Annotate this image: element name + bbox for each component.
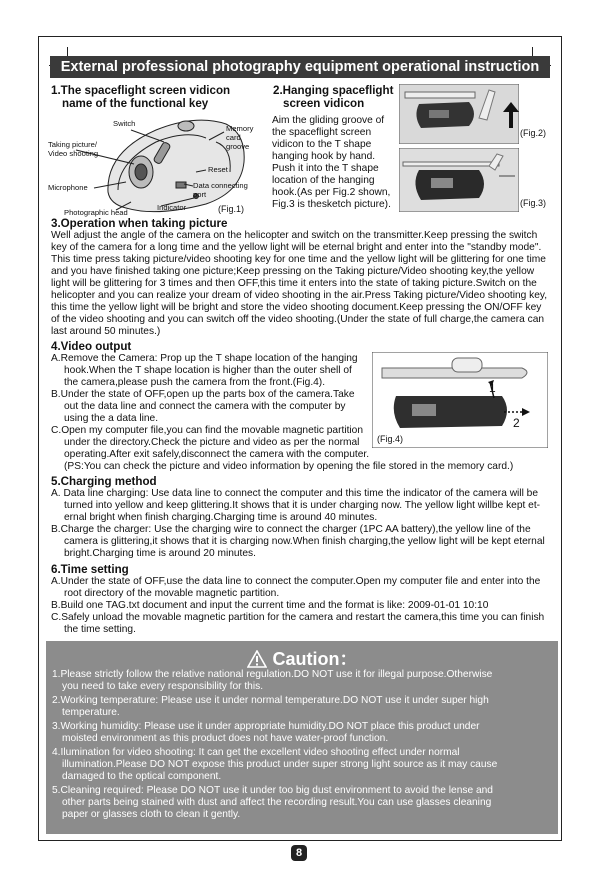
label-taking-2: Video shooting	[48, 149, 99, 158]
label-switch: Switch	[113, 119, 136, 128]
section3-heading: 3.Operation when taking picture	[51, 217, 228, 230]
page-title: External professional photography equipment operational instruction	[50, 56, 550, 78]
label-microphone: Microphone	[48, 183, 88, 192]
section5-line: A. Data line charging: Use data line to connect the computer and this time the indicator of the camera will be	[51, 488, 539, 499]
fig4-arrow-label-1: 1	[489, 381, 496, 395]
section5-line: turned into yellow and keep glittering.It shows that it is under charging now. The yellow light willbe kept et-	[64, 500, 541, 511]
fig1-caption: (Fig.1)	[218, 204, 245, 214]
section6-line: root directory of the movable magnetic partition.	[64, 588, 280, 599]
section6-heading: 6.Time setting	[51, 563, 129, 576]
section2-line: the spaceflight screen	[272, 127, 372, 138]
section5-heading: 5.Charging method	[51, 475, 157, 488]
section4-line: the camera,please push the camera from the front.(Fig.4).	[64, 377, 326, 388]
caution-line: 3.Working humidity: Please use it under appropriate humidity.DO NOT place this product under	[52, 721, 480, 732]
section2-heading-2: screen vidicon	[283, 97, 365, 110]
section3-line: light will be glittering for 3 times and then OFF,this time it enters into the state of taking picture.Switch on the	[51, 278, 537, 289]
section3-line: last around 50 minutes.)	[51, 326, 161, 337]
section4-line: out the data line and connect the camera with the computer by	[64, 401, 346, 412]
caution-line: moisted environment as this product does not have water-proof function.	[62, 733, 389, 744]
caution-line: damaged to the optical component.	[62, 771, 222, 782]
caution-title-text: Caution	[272, 649, 340, 669]
section3-line: this time the yellow light will be bright and store the video shooting document.Keep pressing the ON/OFF key	[51, 302, 542, 313]
section5-line: ernal bright when finish charging.Charging time is around 40 minutes.	[64, 512, 378, 523]
section6-line: the time setting.	[64, 624, 136, 635]
caution-line: paper or glasses cloth to clean it gently.	[62, 809, 241, 820]
fig3-caption: (Fig.3)	[520, 198, 547, 208]
section4-line: A.Remove the Camera: Prop up the T shape location of the hanging	[51, 353, 358, 364]
section3-line: Well adjust the angle of the camera on the helicopter and switch on the transmitter.Keep pressing the switch	[51, 230, 538, 241]
section4-line: C.Open my computer file,you can find the movable magnetic partition	[51, 425, 364, 436]
section2-heading-1: 2.Hanging spaceflight	[273, 84, 394, 97]
section3-line: key of the camera for a long time and the yellow light will be eternal bright and enter into the "standby mode".	[51, 242, 542, 253]
section5-line: B.Charge the charger: Use the charging wire to connect the charger (1PC AA battery),the yellow line of the	[51, 524, 531, 535]
section2-line: Push it into the T shape	[272, 163, 379, 174]
label-indicator: Indicator	[157, 203, 187, 212]
caution-box	[46, 641, 558, 834]
caution-colon: ：	[339, 649, 358, 669]
section2-line: Aim the gliding groove of	[272, 115, 385, 126]
section2-line: hook.(As per Fig.2 shown,	[272, 187, 391, 198]
caution-line: 2.Working temperature: Please use it under normal temperature.DO NOT use it under super high	[52, 695, 489, 706]
caution-line: 5.Cleaning required: Please DO NOT use it under too big dust environment to avoid the lense and	[52, 785, 493, 796]
hanging-sketch-fig3	[399, 148, 519, 212]
section6-line: A.Under the state of OFF,use the data line to connect the computer.Open my computer file and enter into the	[51, 576, 541, 587]
label-taking: Taking picture/	[48, 140, 97, 149]
caution-line: you need to take every responsibility for this.	[62, 681, 264, 692]
section4-line: under the directory.Check the picture and video as per the normal	[64, 437, 360, 448]
label-reset: Reset	[208, 165, 228, 174]
label-photo-head: Photographic head	[64, 208, 128, 217]
section6-line: C.Safely unload the movable magnetic partition for the camera and restart the camera,this time you can finish	[51, 612, 545, 623]
section3-line: helicopter and you can realize your dream of video shooting in the air.Press Taking picture/Video shooting key,	[51, 290, 548, 301]
fig2-caption: (Fig.2)	[520, 128, 547, 138]
caution-title	[46, 645, 558, 671]
section6-line: B.Build one TAG.txt document and input the current time and the format is like: 2009-01-01 10:10	[51, 600, 489, 611]
section2-line: hanging hook by hand.	[272, 151, 376, 162]
section4-line: operating.After exit safely,disconnect the camera with the computer.	[64, 449, 370, 460]
caution-line: 4.Ilumination for video shooting: It can get the excellent video shooting effect under normal	[52, 747, 460, 758]
label-data-port: Data connecting	[193, 181, 248, 190]
section3-line: and you have finished taking one picture;Keep pressing on the Taking picture/Video shooting key,the yellow	[51, 266, 535, 277]
label-memory-3: groove	[226, 142, 250, 151]
fig4-caption: (Fig.4)	[377, 434, 404, 444]
caution-line: other parts being stained with dust and affect the recording result.You can use glasses cleaning	[62, 797, 492, 808]
label-memory: Memory	[226, 124, 254, 133]
page-number: 8	[291, 845, 307, 861]
section1-heading-2: name of the functional key	[62, 97, 209, 110]
section4-line: hook.When the T shape location is higher than the outer shell of	[64, 365, 352, 376]
hanging-photo-fig2	[399, 84, 519, 144]
section2-line: vidicon to the T shape	[272, 139, 372, 150]
label-memory-2: card	[226, 133, 241, 142]
section2-line: Fig.3 is thesketch picture).	[272, 199, 391, 210]
section4-line: B.Under the state of OFF,open up the parts box of the camera.Take	[51, 389, 355, 400]
warning-icon	[247, 650, 267, 668]
caution-line: illumination.Please DO NOT expose this product under super strong light source as it may cause	[62, 759, 498, 770]
label-data-port-2: port	[193, 190, 207, 199]
section5-line: camera is glittering,it shows that it is charging now.When finish charging,the yellow light will be kept eternal	[64, 536, 545, 547]
fig4-arrow-label-2: 2	[513, 416, 520, 430]
section4-line: using the a data line.	[64, 413, 159, 424]
section5-line: bright.Charging time is around 20 minutes.	[64, 548, 256, 559]
caution-line: 1.Please strictly follow the relative national regulation.DO NOT use it for illegal purpose.Otherwise	[52, 669, 493, 680]
caution-line: temperature.	[62, 707, 120, 718]
section3-line: of the video shooting and you can switch off the video shooting.(Under the state of full charge,the camera can	[51, 314, 545, 325]
section4-heading: 4.Video output	[51, 340, 132, 353]
section1-heading-1: 1.The spaceflight screen vidicon	[51, 84, 231, 97]
section4-line: (PS:You can check the picture and video information by opening the file stored in the memory card.)	[64, 461, 514, 472]
section3-line: This time press taking picture/video shooting key for one time and the yellow light will be glittering for one time	[51, 254, 546, 265]
section2-line: location of the hanging	[272, 175, 375, 186]
